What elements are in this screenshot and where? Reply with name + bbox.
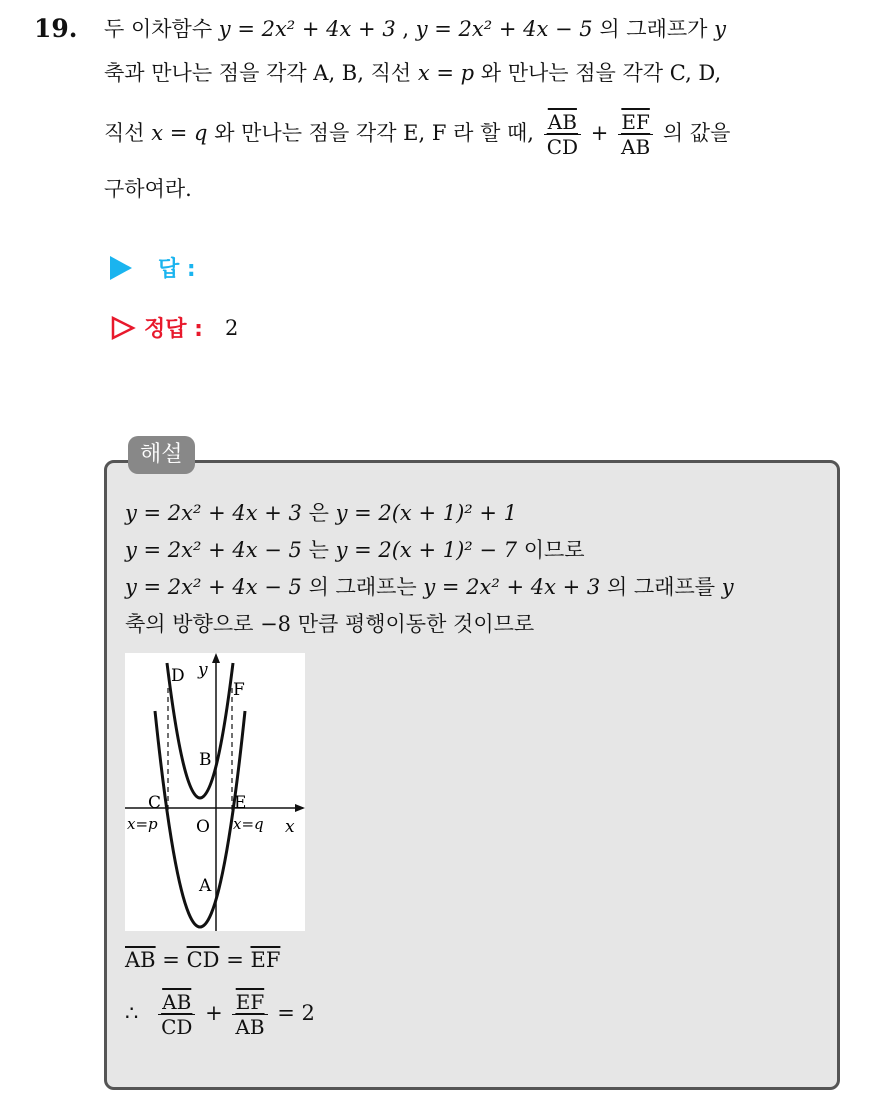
play-triangle-icon: [110, 256, 132, 280]
text: 는: [308, 538, 329, 562]
denominator: CD: [161, 1015, 193, 1039]
graph-svg: [125, 653, 305, 931]
segment-ef: $\overline{EF}$: [250, 948, 281, 972]
numerator: $\overline{AB}$: [547, 110, 577, 134]
equation: y = 2x² + 4x + 3: [423, 575, 601, 599]
answer-label: 답 :: [158, 257, 196, 282]
question-number: 19.: [34, 14, 78, 43]
equation: y = 2(x + 1)² − 7: [335, 538, 517, 562]
equation: y = 2x² + 4x − 5: [125, 575, 302, 599]
conclusion: [125, 990, 315, 1039]
segment-ab: $\overline{AB}$: [125, 948, 156, 972]
numerator: $\overline{EF}$: [235, 990, 265, 1014]
label-d: D: [171, 666, 185, 686]
text: 와 만나는 점을 각각 E, F 라 할 때,: [214, 121, 534, 145]
label-x-q: x=q: [233, 815, 264, 833]
equation: y = 2(x + 1)² + 1: [335, 501, 517, 525]
outline-triangle-icon: [110, 315, 136, 341]
text: 은: [308, 501, 329, 525]
equation-1: y = 2x² + 4x + 3: [218, 17, 396, 41]
y-symbol: y: [714, 17, 726, 41]
line-eq: x = q: [151, 121, 208, 145]
label-e: E: [234, 793, 247, 813]
correct-answer-label: 정답 :: [144, 317, 203, 342]
denominator: CD: [546, 135, 579, 159]
plus-sign: +: [590, 121, 609, 145]
label-y: y: [198, 660, 208, 680]
solution-line-1: [125, 498, 517, 528]
therefore-symbol: ∴: [125, 1001, 139, 1025]
solution-line-2: [125, 535, 585, 565]
equal-chain: [125, 948, 280, 972]
text: 축과 만나는 점을 각각 A, B, 직선: [104, 61, 412, 85]
numerator: $\overline{EF}$: [621, 110, 650, 134]
problem-line-1: [104, 14, 726, 44]
equation-2: y = 2x² + 4x − 5: [415, 17, 593, 41]
denominator: AB: [235, 1015, 265, 1039]
solution-tab: 해설: [128, 436, 195, 474]
label-f: F: [233, 680, 245, 700]
text: 의 그래프가: [599, 17, 708, 41]
fraction-ab-cd: [158, 990, 195, 1039]
solution-line-3: [125, 572, 734, 602]
text: 이므로: [523, 538, 585, 562]
y-axis-arrow: [212, 653, 220, 663]
solution-line-4: 축의 방향으로 −8 만큼 평행이동한 것이므로: [125, 612, 535, 636]
label-x-p: x=p: [127, 815, 158, 833]
fraction-ef-ab: [232, 990, 267, 1039]
denominator: AB: [621, 135, 651, 159]
text: 직선: [104, 121, 145, 145]
correct-answer-row: [110, 312, 238, 343]
label-b: B: [199, 750, 212, 770]
problem-line-4: 구하여라.: [104, 177, 192, 201]
text: 의 그래프를: [606, 575, 716, 599]
problem-line-3: [104, 106, 730, 160]
label-origin: O: [196, 817, 210, 837]
equation: y = 2x² + 4x − 5: [125, 538, 302, 562]
text: 의 그래프는: [308, 575, 417, 599]
plus-sign: +: [205, 1001, 223, 1025]
comma: ,: [402, 17, 410, 41]
numerator: $\overline{AB}$: [162, 990, 192, 1014]
segment-cd: $\overline{CD}$: [186, 948, 220, 972]
text: 의 값을: [662, 121, 731, 145]
text: 두 이차함수: [104, 17, 213, 41]
equals: =: [226, 948, 244, 972]
answer-row: [110, 252, 196, 283]
equation: y = 2x² + 4x + 3: [125, 501, 302, 525]
label-x: x: [285, 817, 295, 837]
x-axis-arrow: [295, 804, 305, 812]
line-eq: x = p: [417, 61, 475, 85]
problem-line-2: [104, 58, 721, 88]
correct-answer-value: 2: [224, 315, 239, 340]
parabola-graph: [125, 653, 305, 931]
fraction-ef-ab: [618, 110, 653, 159]
result: = 2: [277, 1001, 315, 1025]
equals: =: [162, 948, 180, 972]
fraction-ab-cd: [544, 110, 581, 159]
text: 와 만나는 점을 각각 C, D,: [480, 61, 722, 85]
label-c: C: [148, 793, 162, 813]
label-a: A: [199, 876, 212, 896]
y-symbol: y: [721, 575, 734, 599]
